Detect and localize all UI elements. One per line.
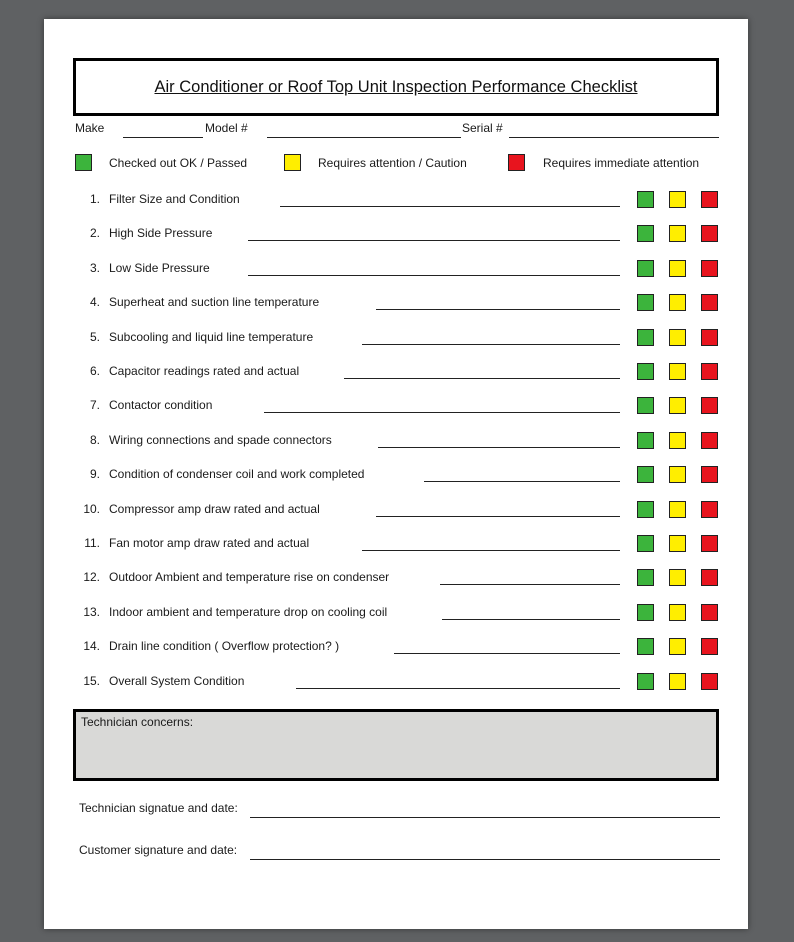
status-box-caution[interactable] <box>669 432 686 449</box>
item-label: Fan motor amp draw rated and actual <box>109 536 310 550</box>
status-box-passed[interactable] <box>637 466 654 483</box>
unit-info-row <box>75 121 719 141</box>
item-number: 1. <box>89 192 100 206</box>
status-box-immediate[interactable] <box>701 604 718 621</box>
item-number: 4. <box>89 295 100 310</box>
item-number: 12. <box>83 570 100 585</box>
legend-label-immediate: Requires immediate attention <box>543 156 700 170</box>
item-notes-field[interactable] <box>376 309 620 310</box>
item-notes-field[interactable] <box>424 481 620 482</box>
technician-concerns-box[interactable] <box>73 709 719 781</box>
item-number: 10. <box>83 501 100 516</box>
item-number: 2. <box>89 226 100 241</box>
page-title: Air Conditioner or Roof Top Unit Inspection Performance Checklist <box>154 77 638 96</box>
item-label: Filter Size and Condition <box>109 192 240 206</box>
status-box-immediate[interactable] <box>701 466 718 483</box>
item-number: 3. <box>89 260 100 275</box>
item-label: High Side Pressure <box>109 226 213 241</box>
technician-signature-row <box>79 801 719 821</box>
model-field[interactable] <box>267 137 461 138</box>
serial-label: Serial # <box>462 121 503 135</box>
checklist-item <box>74 604 724 624</box>
item-number: 13. <box>83 604 100 619</box>
item-label: Capacitor readings rated and actual <box>109 364 300 378</box>
title-box <box>73 58 719 116</box>
status-box-caution[interactable] <box>669 501 686 518</box>
status-box-caution[interactable] <box>669 466 686 483</box>
checklist-item <box>74 535 724 555</box>
status-box-caution[interactable] <box>669 363 686 380</box>
technician-signature-field[interactable] <box>250 817 720 818</box>
item-label: Subcooling and liquid line temperature <box>109 329 314 344</box>
status-box-caution[interactable] <box>669 604 686 621</box>
item-label: Condition of condenser coil and work completed <box>109 467 365 482</box>
legend-label-passed: Checked out OK / Passed <box>109 156 248 170</box>
technician-concerns-label: Technician concerns: <box>81 715 194 729</box>
status-box-caution[interactable] <box>669 638 686 655</box>
item-label: Low Side Pressure <box>109 260 210 275</box>
checklist-item <box>74 363 724 383</box>
checklist-item <box>74 432 724 452</box>
status-box-passed[interactable] <box>637 535 654 552</box>
checklist-item <box>74 225 724 245</box>
serial-field[interactable] <box>509 137 719 138</box>
item-notes-field[interactable] <box>264 412 620 413</box>
status-box-passed[interactable] <box>637 397 654 414</box>
item-label: Contactor condition <box>109 398 213 413</box>
technician-signature-label: Technician signatue and date: <box>79 801 238 815</box>
item-notes-field[interactable] <box>248 240 620 241</box>
status-box-immediate[interactable] <box>701 535 718 552</box>
status-box-caution[interactable] <box>669 191 686 208</box>
checklist-item <box>74 260 724 280</box>
status-box-passed[interactable] <box>637 432 654 449</box>
status-box-passed[interactable] <box>637 569 654 586</box>
item-number: 6. <box>89 364 100 378</box>
status-box-immediate[interactable] <box>701 225 718 242</box>
item-label: Superheat and suction line temperature <box>109 295 320 310</box>
status-box-immediate[interactable] <box>701 569 718 586</box>
customer-signature-row <box>79 843 719 863</box>
status-box-immediate[interactable] <box>701 363 718 380</box>
item-notes-field[interactable] <box>378 447 620 448</box>
item-notes-field[interactable] <box>344 378 620 379</box>
document-page <box>44 19 748 929</box>
status-box-immediate[interactable] <box>701 329 718 346</box>
status-box-passed[interactable] <box>637 501 654 518</box>
status-box-passed[interactable] <box>637 329 654 346</box>
checklist-item <box>74 191 724 211</box>
legend-label-caution: Requires attention / Caution <box>318 156 467 170</box>
status-box-immediate[interactable] <box>701 501 718 518</box>
status-box-passed[interactable] <box>637 294 654 311</box>
status-box-caution[interactable] <box>669 329 686 346</box>
checklist-item <box>74 569 724 589</box>
status-box-passed[interactable] <box>637 673 654 690</box>
item-number: 9. <box>89 467 100 482</box>
status-box-caution[interactable] <box>669 260 686 277</box>
item-notes-field[interactable] <box>248 275 620 276</box>
legend-swatch-passed <box>75 154 92 171</box>
item-label: Wiring connections and spade connectors <box>109 432 332 447</box>
item-number: 15. <box>83 673 100 688</box>
item-label: Outdoor Ambient and temperature rise on condenser <box>109 570 390 585</box>
status-box-immediate[interactable] <box>701 432 718 449</box>
status-box-passed[interactable] <box>637 638 654 655</box>
status-box-immediate[interactable] <box>701 638 718 655</box>
item-notes-field[interactable] <box>440 584 620 585</box>
checklist-item <box>74 466 724 486</box>
status-box-immediate[interactable] <box>701 294 718 311</box>
status-box-caution[interactable] <box>669 569 686 586</box>
item-label: Overall System Condition <box>109 673 245 688</box>
status-box-passed[interactable] <box>637 604 654 621</box>
status-box-caution[interactable] <box>669 397 686 414</box>
make-field[interactable] <box>123 137 203 138</box>
item-label: Indoor ambient and temperature drop on cooling coil <box>109 604 388 619</box>
item-number: 8. <box>89 432 100 447</box>
checklist-item <box>74 294 724 314</box>
status-box-immediate[interactable] <box>701 673 718 690</box>
item-notes-field[interactable] <box>376 516 620 517</box>
legend-swatch-caution <box>284 154 301 171</box>
item-number: 5. <box>89 329 100 344</box>
status-box-caution[interactable] <box>669 294 686 311</box>
status-legend <box>74 154 724 174</box>
status-box-immediate[interactable] <box>701 397 718 414</box>
item-number: 14. <box>83 639 100 654</box>
make-label: Make <box>75 121 105 135</box>
item-label: Compressor amp draw rated and actual <box>109 501 320 516</box>
item-notes-field[interactable] <box>362 550 620 551</box>
customer-signature-label: Customer signature and date: <box>79 843 238 857</box>
status-box-immediate[interactable] <box>701 260 718 277</box>
item-notes-field[interactable] <box>280 206 620 207</box>
item-notes-field[interactable] <box>394 653 620 654</box>
checklist-item <box>74 397 724 417</box>
legend-swatch-immediate <box>508 154 525 171</box>
status-box-caution[interactable] <box>669 225 686 242</box>
item-notes-field[interactable] <box>442 619 620 620</box>
item-label: Drain line condition ( Overflow protection? ) <box>109 639 340 654</box>
checklist-item <box>74 329 724 349</box>
status-box-caution[interactable] <box>669 673 686 690</box>
checklist-item <box>74 638 724 658</box>
model-label: Model # <box>205 121 248 135</box>
status-box-caution[interactable] <box>669 535 686 552</box>
item-number: 11. <box>84 536 100 550</box>
item-notes-field[interactable] <box>296 688 620 689</box>
item-notes-field[interactable] <box>362 344 620 345</box>
status-box-passed[interactable] <box>637 260 654 277</box>
status-box-passed[interactable] <box>637 225 654 242</box>
status-box-passed[interactable] <box>637 191 654 208</box>
status-box-immediate[interactable] <box>701 191 718 208</box>
customer-signature-field[interactable] <box>250 859 720 860</box>
status-box-passed[interactable] <box>637 363 654 380</box>
item-number: 7. <box>89 398 100 413</box>
checklist-item <box>74 673 724 693</box>
checklist-item <box>74 501 724 521</box>
